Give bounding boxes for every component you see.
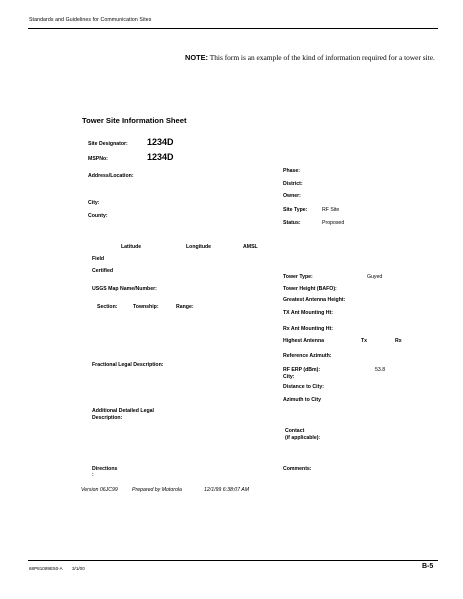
prepared-text: Prepared by Motorola <box>132 487 182 493</box>
running-header: Standards and Guidelines for Communication Sites <box>29 17 152 23</box>
tx-label: Tx <box>361 338 368 344</box>
fractional-legal-label: Fractional Legal Description: <box>92 362 164 368</box>
owner-label: Owner: <box>283 193 301 199</box>
distance-label: Distance to City: <box>283 384 324 390</box>
footer-doc-id: 68P81089E50-A <box>29 566 63 571</box>
comments-label: Comments: <box>283 466 312 472</box>
note-text: This form is an example of the kind of information required for a tower site. <box>209 53 435 62</box>
phase-label: Phase: <box>283 168 301 174</box>
rx-label: Rx <box>395 338 402 344</box>
tower-type-label: Tower Type: <box>283 274 313 280</box>
range-label: Range: <box>176 304 194 310</box>
tx-ant-label: TX Ant Mounting Ht: <box>283 310 333 316</box>
amsl-label: AMSL <box>243 244 258 250</box>
mspno-value: 1234D <box>147 152 174 162</box>
site-designator-label: Site Designator: <box>88 141 128 147</box>
note-block <box>185 53 435 62</box>
rf-erp-value: 53.8 <box>375 367 386 373</box>
tower-type-value: Guyed <box>367 274 383 280</box>
site-designator-value: 1234D <box>147 137 174 147</box>
certified-label: Certified <box>92 268 114 274</box>
rf-erp-label: RF ERP (dBm): <box>283 367 321 373</box>
status-label: Status: <box>283 220 301 226</box>
field-label: Field <box>92 256 105 262</box>
mspno-label: MSPNo: <box>88 156 108 162</box>
note-label: NOTE: <box>185 53 208 62</box>
section-label: Section: <box>97 304 118 310</box>
site-type-label: Site Type: <box>283 207 308 213</box>
county-label: County: <box>88 213 108 219</box>
address-label: Address/Location: <box>88 173 134 179</box>
version-text: Version 06JC99 <box>81 487 118 493</box>
azimuth-label: Azimuth to City <box>283 397 322 403</box>
city-label: City: <box>88 200 100 206</box>
timestamp-text: 12/1/99 6:38:07 AM <box>204 487 250 493</box>
city2-label: City: <box>283 374 295 380</box>
district-label: District: <box>283 181 303 187</box>
additional-legal-line2: Description: <box>92 415 123 421</box>
highest-antenna-label: Highest Antenna <box>283 338 325 344</box>
directions-colon: : <box>92 472 94 478</box>
reference-azimuth-label: Reference Azimuth: <box>283 353 332 359</box>
page-number: B-5 <box>422 563 434 570</box>
sheet-title: Tower Site Information Sheet <box>82 116 187 125</box>
site-type-value: RF Site <box>322 207 340 213</box>
township-label: Township: <box>133 304 159 310</box>
additional-legal-line1: Additional Detailed Legal <box>92 408 154 414</box>
contact-line1: Contact <box>285 428 305 434</box>
latitude-label: Latitude <box>121 244 142 250</box>
footer-date: 3/1/00 <box>72 566 85 571</box>
longitude-label: Longitude <box>186 244 212 250</box>
usgs-label: USGS Map Name/Number: <box>92 286 157 292</box>
rx-ant-label: Rx Ant Mounting Ht: <box>283 326 333 332</box>
footer-rule <box>28 560 438 561</box>
greatest-antenna-label: Greatest Antenna Height: <box>283 297 346 303</box>
tower-height-label: Tower Height (BAFO): <box>283 286 337 292</box>
contact-line2: (if applicable): <box>285 435 321 441</box>
directions-label: Directions <box>92 466 118 472</box>
status-value: Proposed <box>322 220 345 226</box>
header-rule <box>28 28 438 29</box>
